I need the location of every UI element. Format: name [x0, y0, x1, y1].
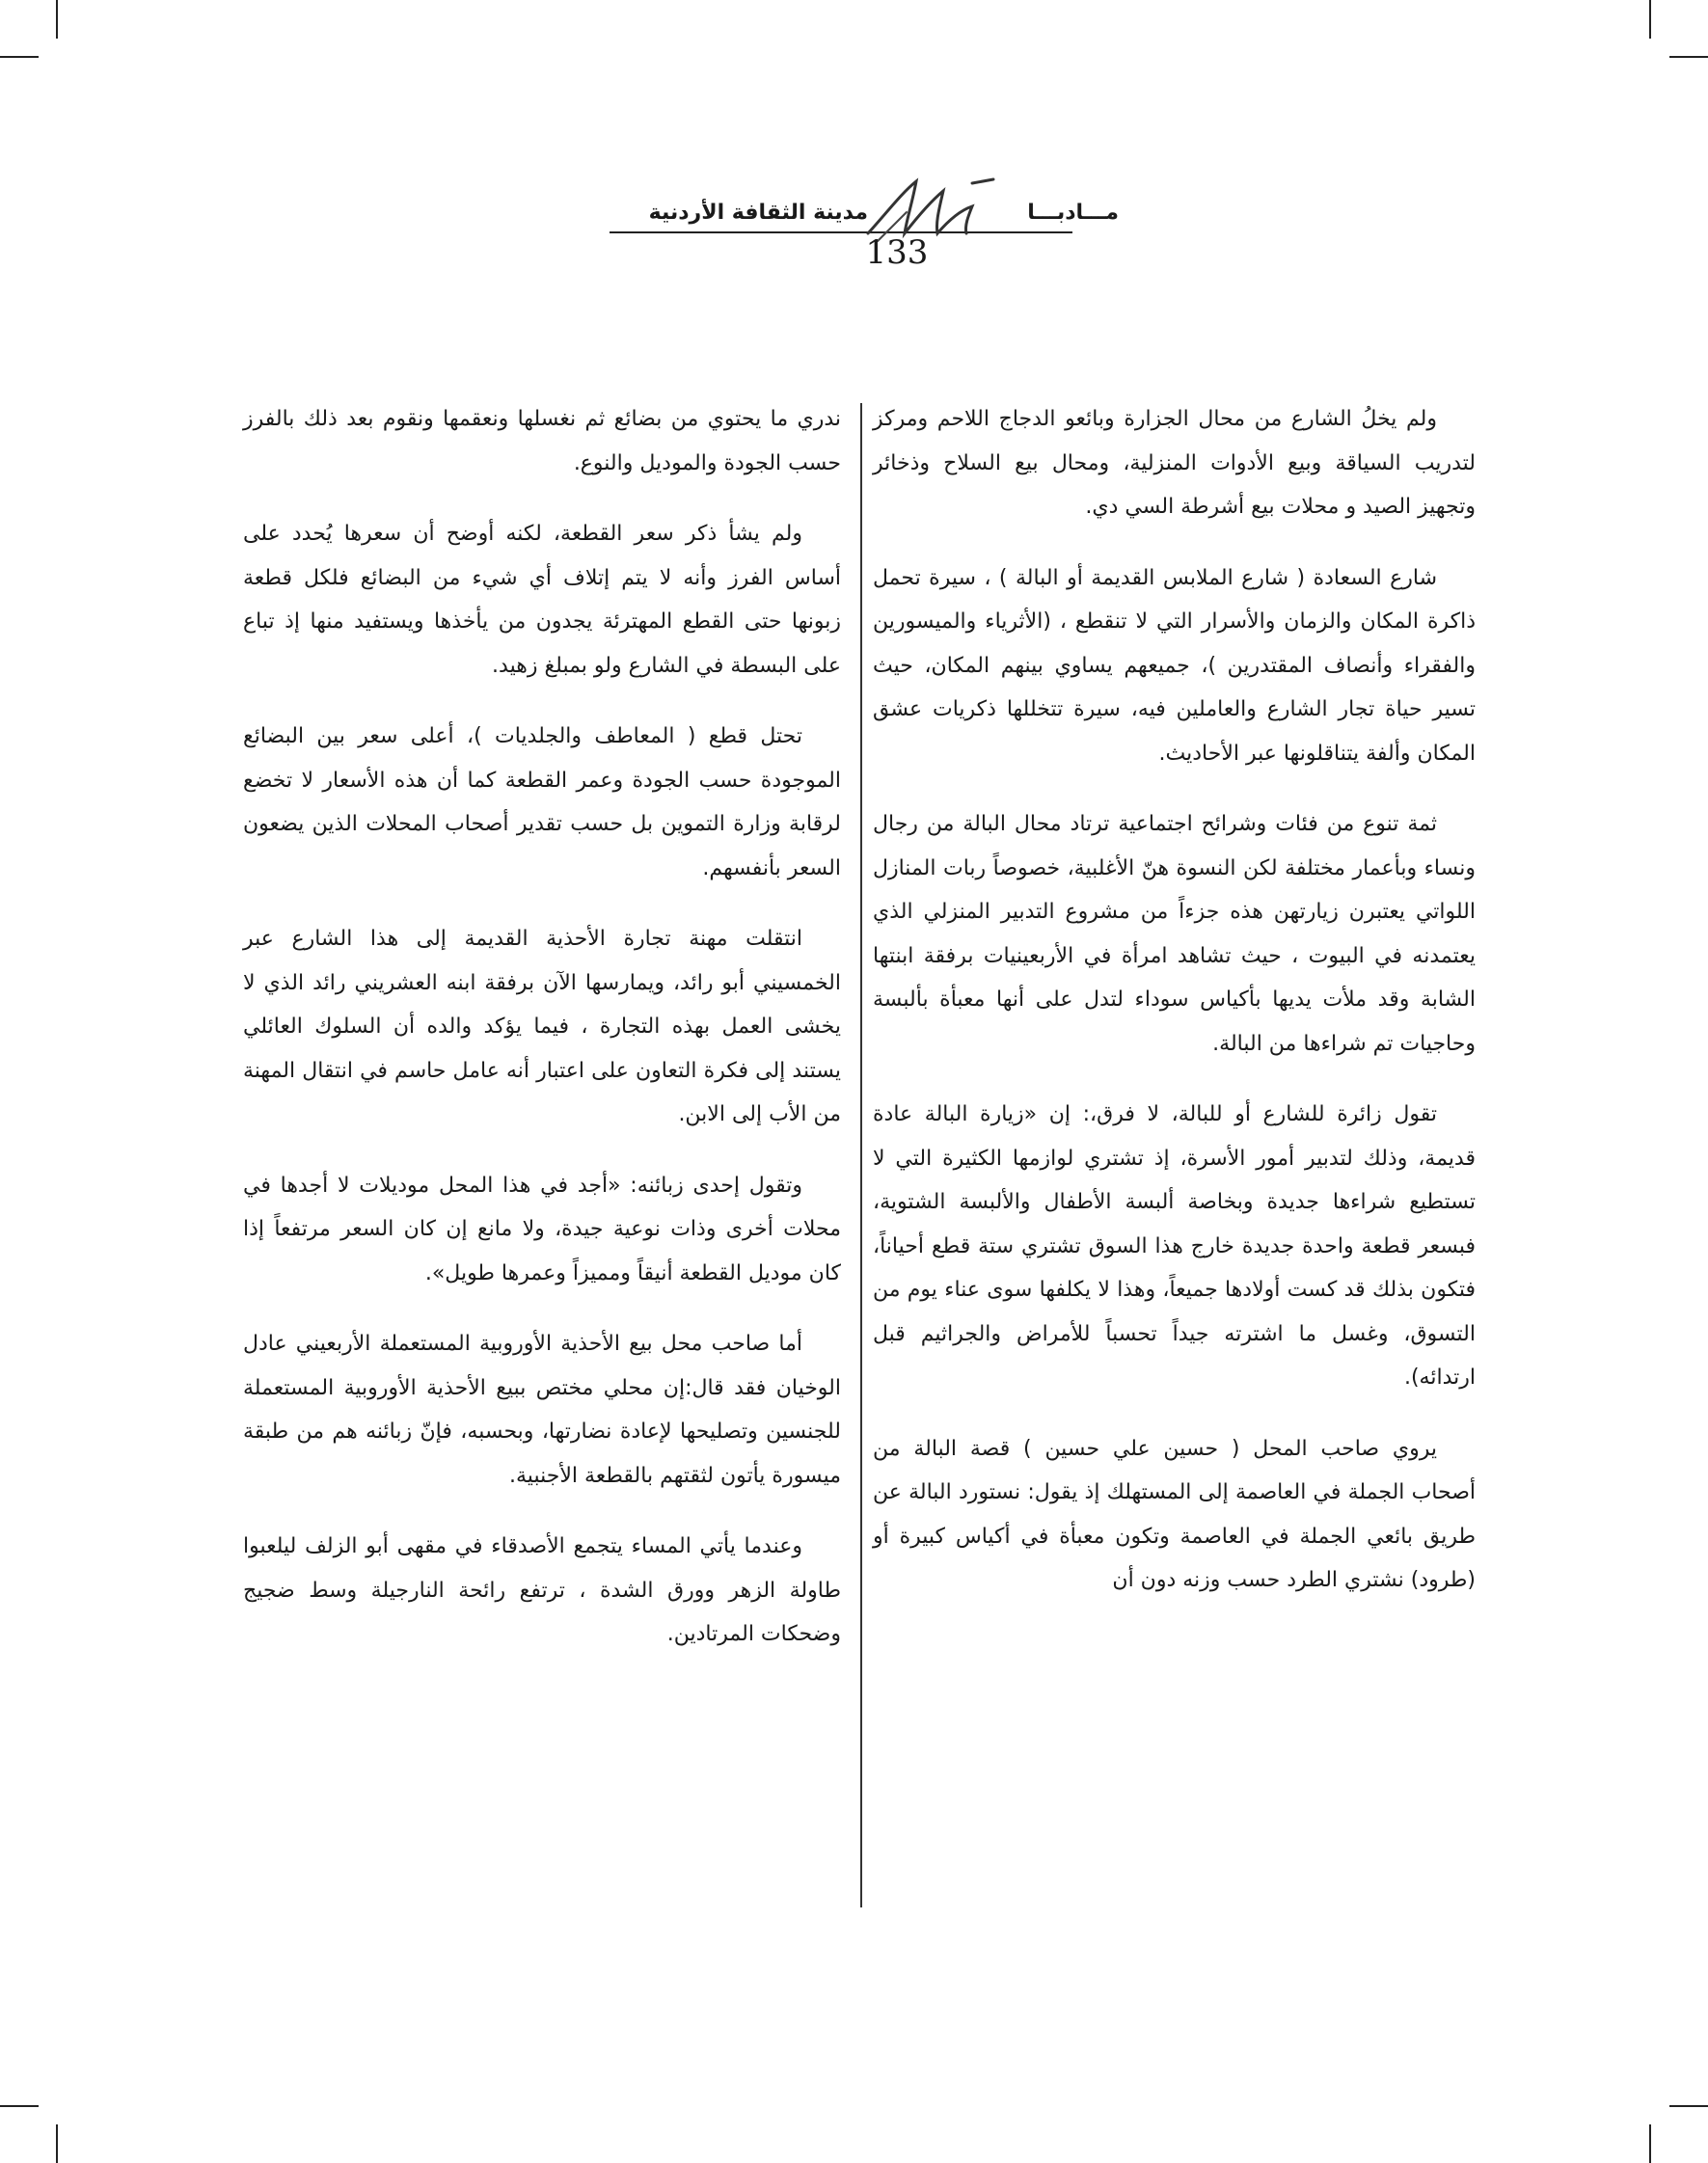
crop-mark-left-top — [0, 56, 39, 58]
crop-mark-bottom-left — [56, 2124, 58, 2163]
paragraph: وتقول إحدى زبائنه: «أجد في هذا المحل موديلات لا أجدها في محلات أخرى وذات نوعية جيدة، ولا مانع إن كان السعر مرتفعاً إذا كان موديل القطعة أنيقاً ومميزاً وعمرها طويل». — [243, 1173, 841, 1285]
crop-mark-left-bottom — [0, 2105, 39, 2107]
page-header — [0, 174, 1708, 289]
right-column — [873, 397, 1476, 1630]
header-city: مـــادبـــا — [1027, 201, 1119, 225]
paragraph: شارع السعادة ( شارع الملابس القديمة أو البالة ) ، سيرة تحمل ذاكرة المكان والزمان والأسرار التي لا تنقطع ، (الأثرياء والميسورين والفقراء وأنصاف المقتدرين )، جميعهم يساوي بينهم المكان، حيث تسير حياة تجار الشارع والعاملين فيه، سيرة تتخللها ذكريات عشق المكان وألفة يتناقلونها عبر الأحاديث. — [873, 565, 1476, 766]
page-number: 133 — [865, 233, 929, 272]
crop-mark-right-bottom — [1669, 2105, 1708, 2107]
left-column — [243, 397, 841, 1684]
paragraph: ثمة تنوع من فئات وشرائح اجتماعية ترتاد محال البالة من رجال ونساء وبأعمار مختلفة لكن النسوة هنّ الأغلبية، خصوصاً ربات المنازل اللواتي يعتبرن زيارتهن هذه جزءاً من مشروع التدبير المنزلي الذي يعتمدنه في البيوت ، حيث تشاهد امرأة في الأربعينيات برفقة ابنتها الشابة وقد ملأت يديها بأكياس سوداء لتدل على أنها معبأة بألبسة وحاجيات تم شراءها من البالة. — [873, 812, 1476, 1056]
header-subtitle: مدينة الثقافة الأردنية — [648, 201, 868, 225]
paragraph: تقول زائرة للشارع أو للبالة، لا فرق،: إن «زيارة البالة عادة قديمة، وذلك لتدبير أمور الأسرة، إذ تشتري لوازمها الكثيرة التي لا تستطيع شراءها جديدة وبخاصة ألبسة الأطفال والألبسة الشتوية، فبسعر قطعة واحدة جديدة خارج هذا السوق تشتري ستة قطع أحياناً، فتكون بذلك قد كست أولادها جميعاً، وهذا لا يكلفها سوى عناء يوم من التسوق، وغسل ما اشترته جيداً تحسباً للأمراض والجراثيم قبل ارتدائه). — [873, 1102, 1476, 1390]
crop-mark-bottom-right — [1649, 2124, 1651, 2163]
crop-mark-top-right — [1649, 0, 1651, 39]
paragraph: وعندما يأتي المساء يتجمع الأصدقاء في مقهى أبو الزلف ليلعبوا طاولة الزهر وورق الشدة ، ترتفع رائحة النارجيلة وسط ضجيج وضحكات المرتادين. — [243, 1534, 841, 1646]
paragraph: تحتل قطع ( المعاطف والجلديات )، أعلى سعر بين البضائع الموجودة حسب الجودة وعمر القطعة كما أن هذه الأسعار لا تخضع لرقابة وزارة التموين بل حسب تقدير أصحاب المحلات الذين يضعون السعر بأنفسهم. — [243, 724, 841, 880]
paragraph: ولم يشأ ذكر سعر القطعة، لكنه أوضح أن سعرها يُحدد على أساس الفرز وأنه لا يتم إتلاف أي شيء من البضائع فلكل قطعة زبونها حتى القطع المهترئة يجدون من يأخذها ويستفيد منها إذ تباع على البسطة في الشارع ولو بمبلغ زهيد. — [243, 522, 841, 678]
paragraph: انتقلت مهنة تجارة الأحذية القديمة إلى هذا الشارع عبر الخمسيني أبو رائد، ويمارسها الآن برفقة ابنه العشريني رائد الذي لا يخشى العمل بهذه التجارة ، فيما يؤكد والده أن السلوك العائلي يستند إلى فكرة التعاون على اعتبار أنه عامل حاسم في انتقال المهنة من الأب إلى الابن. — [243, 927, 841, 1126]
paragraph: ندري ما يحتوي من بضائع ثم نغسلها ونعقمها ونقوم بعد ذلك بالفرز حسب الجودة والموديل والنوع. — [243, 407, 841, 475]
paragraph: ولم يخلُ الشارع من محال الجزارة وبائعو الدجاج اللاحم ومركز لتدريب السياقة وبيع الأدوات المنزلية، ومحال بيع السلاح وذخائر وتجهيز الصيد و محلات بيع أشرطة السي دي. — [873, 407, 1476, 519]
paragraph: يروي صاحب المحل ( حسين علي حسين ) قصة البالة من أصحاب الجملة في العاصمة إلى المستهلك إذ يقول: نستورد البالة عن طريق بائعي الجملة في العاصمة وتكون معبأة في أكياس كبيرة أو (طرود) نشتري الطرد حسب وزنه دون أن — [873, 1436, 1476, 1592]
paragraph: أما صاحب محل بيع الأحذية الأوروبية المستعملة الأربعيني عادل الوخيان فقد قال:إن محلي مختص ببيع الأحذية الأوروبية المستعملة للجنسين وتصليحها لإعادة نضارتها، وبحسبه، فإنّ زبائنه هم من طبقة ميسورة يأتون لثقتهم بالقطعة الأجنبية. — [243, 1332, 841, 1488]
crop-mark-top-left — [56, 0, 58, 39]
crop-mark-right-top — [1669, 56, 1708, 58]
column-divider — [860, 403, 862, 1907]
